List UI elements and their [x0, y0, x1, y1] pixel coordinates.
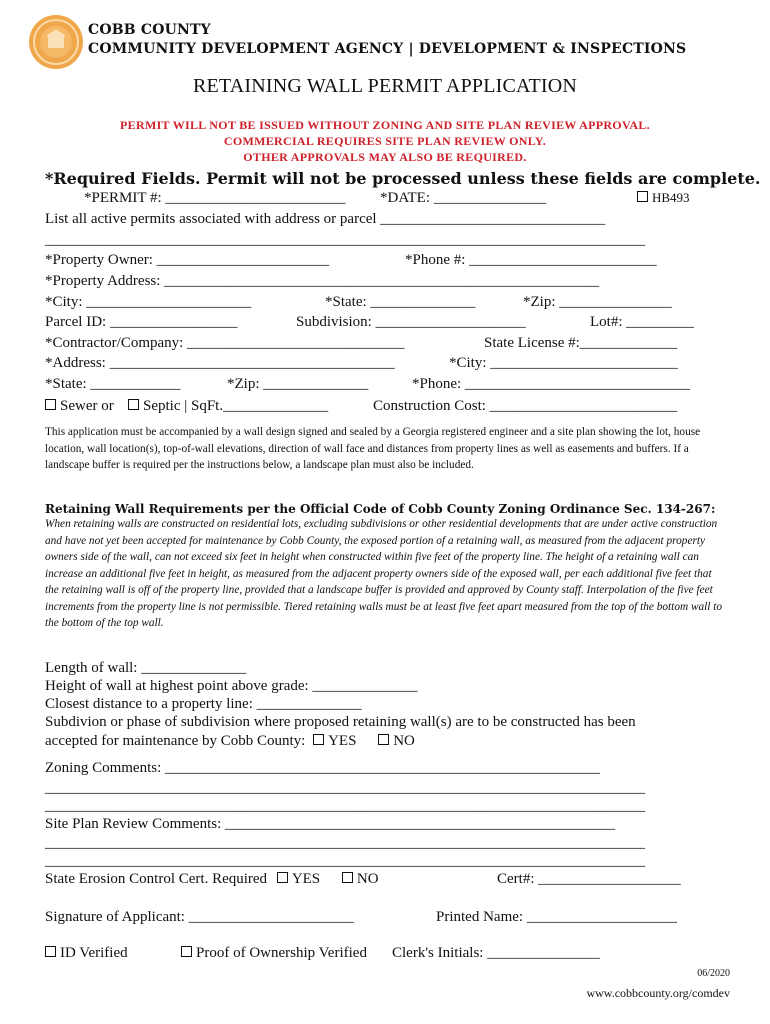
subdivision-yes-checkbox[interactable] [313, 734, 324, 745]
zip-field[interactable]: *Zip: _______________ [523, 294, 672, 310]
septic-sqft-label: Septic | SqFt.______________ [143, 398, 329, 414]
notice-3: OTHER APPROVALS MAY ALSO BE REQUIRED. [243, 150, 527, 164]
subdivision-question-label: accepted for maintenance by Cobb County: [45, 733, 306, 749]
erosion-control-row [45, 871, 379, 888]
state-field[interactable]: *State: ______________ [325, 294, 476, 310]
hb493-label: HB493 [652, 190, 690, 205]
requirements-heading: Retaining Wall Requirements per the Official Code of Cobb County Zoning Ordinance Sec. 134-267: [45, 502, 716, 516]
phone-field[interactable]: *Phone #: _________________________ [405, 252, 657, 268]
septic-checkbox[interactable] [128, 399, 139, 410]
zoning-comments-line-2[interactable]: ________________________________________________________________________________ [45, 780, 645, 796]
property-owner-field[interactable]: *Property Owner: _______________________ [45, 252, 330, 268]
sewer-label: Sewer or [60, 398, 114, 414]
applicant-signature-field[interactable]: Signature of Applicant: ______________________ [45, 909, 354, 925]
engineer-requirement-paragraph: This application must be accompanied by a wall design signed and sealed by a Georgia registered engineer and a site plan showing the lot, house location, wall location(s), top-of-wall elevations, direction of wall face and distances from property lines as well as easements and buffers. If a landscape buffer is required per the instructions below, a landscape plan must also be included. [45, 426, 701, 471]
contractor-state-field[interactable]: *State: ____________ [45, 376, 181, 392]
contractor-zip-field[interactable]: *Zip: ______________ [227, 376, 369, 392]
subdivision-no-checkbox[interactable] [378, 734, 389, 745]
notice-2: COMMERCIAL REQUIRES SITE PLAN REVIEW ONLY. [223, 134, 547, 148]
contractor-phone-field[interactable]: *Phone: ______________________________ [412, 376, 690, 392]
contractor-field[interactable]: *Contractor/Company: _____________________________ [45, 335, 405, 351]
id-verified-option[interactable] [45, 945, 128, 962]
erosion-no-checkbox[interactable] [342, 872, 353, 883]
wall-length-field[interactable]: Length of wall: ______________ [45, 660, 247, 676]
parcel-id-field[interactable]: Parcel ID: _________________ [45, 314, 238, 330]
subdivision-yes-label: YES [328, 733, 357, 749]
website-link[interactable]: www.cobbcounty.org/comdev [586, 986, 730, 1000]
city-field[interactable]: *City: ______________________ [45, 294, 252, 310]
erosion-no-label: NO [356, 871, 379, 887]
printed-name-field[interactable]: Printed Name: ____________________ [436, 909, 677, 925]
hb493-option[interactable] [637, 190, 690, 206]
subdivision-no-option[interactable] [378, 733, 415, 750]
septic-option[interactable] [128, 398, 328, 415]
notice-1: PERMIT WILL NOT BE ISSUED WITHOUT ZONING AND SITE PLAN REVIEW APPROVAL. [120, 118, 650, 132]
revision-date: 06/2020 [697, 968, 730, 979]
subdivision-no-label: NO [393, 733, 415, 749]
ownership-verified-checkbox[interactable] [181, 946, 192, 957]
construction-cost-field[interactable]: Construction Cost: _________________________ [373, 398, 678, 414]
id-verified-checkbox[interactable] [45, 946, 56, 957]
page-title: RETAINING WALL PERMIT APPLICATION [192, 75, 578, 97]
sewer-option[interactable] [45, 398, 114, 415]
erosion-yes-label: YES [291, 871, 321, 887]
ownership-verified-label: Proof of Ownership Verified [196, 945, 367, 961]
department-name: COMMUNITY DEVELOPMENT AGENCY | DEVELOPMENT & INSPECTIONS [88, 41, 687, 57]
site-plan-comments-line-2[interactable]: ________________________________________________________________________________ [45, 835, 645, 851]
erosion-control-label: State Erosion Control Cert. Required [45, 871, 268, 887]
contractor-city-field[interactable]: *City: _________________________ [449, 355, 678, 371]
zoning-comments-field[interactable]: Zoning Comments: __________________________________________________________ [45, 760, 600, 776]
site-plan-comments-line-3[interactable]: ________________________________________________________________________________ [45, 853, 645, 869]
erosion-yes-option[interactable] [277, 871, 320, 888]
contractor-address-field[interactable]: *Address: ______________________________________ [45, 355, 395, 371]
sewer-checkbox[interactable] [45, 399, 56, 410]
property-address-field[interactable]: *Property Address: __________________________________________________________ [45, 273, 600, 289]
erosion-no-option[interactable] [342, 871, 379, 888]
erosion-yes-checkbox[interactable] [277, 872, 288, 883]
required-fields-note: *Required Fields. Permit will not be processed unless these fields are complete. [45, 169, 761, 188]
zoning-comments-line-3[interactable]: ________________________________________________________________________________ [45, 798, 645, 814]
state-license-field[interactable]: State License #:_____________ [484, 335, 678, 351]
site-plan-comments-field[interactable]: Site Plan Review Comments: ____________________________________________________ [45, 816, 615, 832]
permit-number-field[interactable]: *PERMIT #: ________________________ [84, 190, 346, 206]
agency-name: COBB COUNTY [88, 22, 211, 38]
id-verified-label: ID Verified [60, 945, 128, 961]
active-permits-line-2[interactable]: ________________________________________________________________________________ [45, 232, 645, 248]
clerk-initials-field[interactable]: Clerk's Initials: _______________ [392, 945, 600, 961]
property-line-distance-field[interactable]: Closest distance to a property line: ______________ [45, 696, 362, 712]
subdivision-field[interactable]: Subdivision: ____________________ [296, 314, 526, 330]
ownership-verified-option[interactable] [181, 945, 367, 962]
date-field[interactable]: *DATE: _______________ [380, 190, 547, 206]
wall-height-field[interactable]: Height of wall at highest point above grade: ______________ [45, 678, 418, 694]
subdivision-question: Subdivion or phase of subdivision where proposed retaining wall(s) are to be constructed has been [45, 714, 636, 730]
subdivision-yes-option[interactable] [313, 733, 356, 750]
subdivision-question-2 [45, 733, 415, 750]
cert-number-field[interactable]: Cert#: ___________________ [497, 871, 681, 887]
requirements-body: When retaining walls are constructed on residential lots, excluding subdivisions or other residential developments that are under active construction and have not yet been accepted for maintenance by Cobb County, the exposed portion of a retaining wall, as measured from the adjacent property owners side of the wall, can not exceed six feet in height when constructed within five feet of the property line. The height of a retaining wall can increase an additional five feet in height, as measured from the adjacent property owners side of the exposed wall, per each additional five feet that the retaining wall is off of the property line, provided that a landscape buffer is provided and approved by County staff. Interpolation of the five feet increments from the property line is not permissible. Tiered retaining walls must be at least five feet apart measured from the top of the bottom wall to the bottom of the top wall. [45, 518, 723, 629]
active-permits-field[interactable]: List all active permits associated with address or parcel ______________________________ [45, 211, 606, 227]
cobb-county-seal-logo [28, 14, 84, 70]
lot-field[interactable]: Lot#: _________ [590, 314, 694, 330]
hb493-checkbox[interactable] [637, 191, 648, 202]
